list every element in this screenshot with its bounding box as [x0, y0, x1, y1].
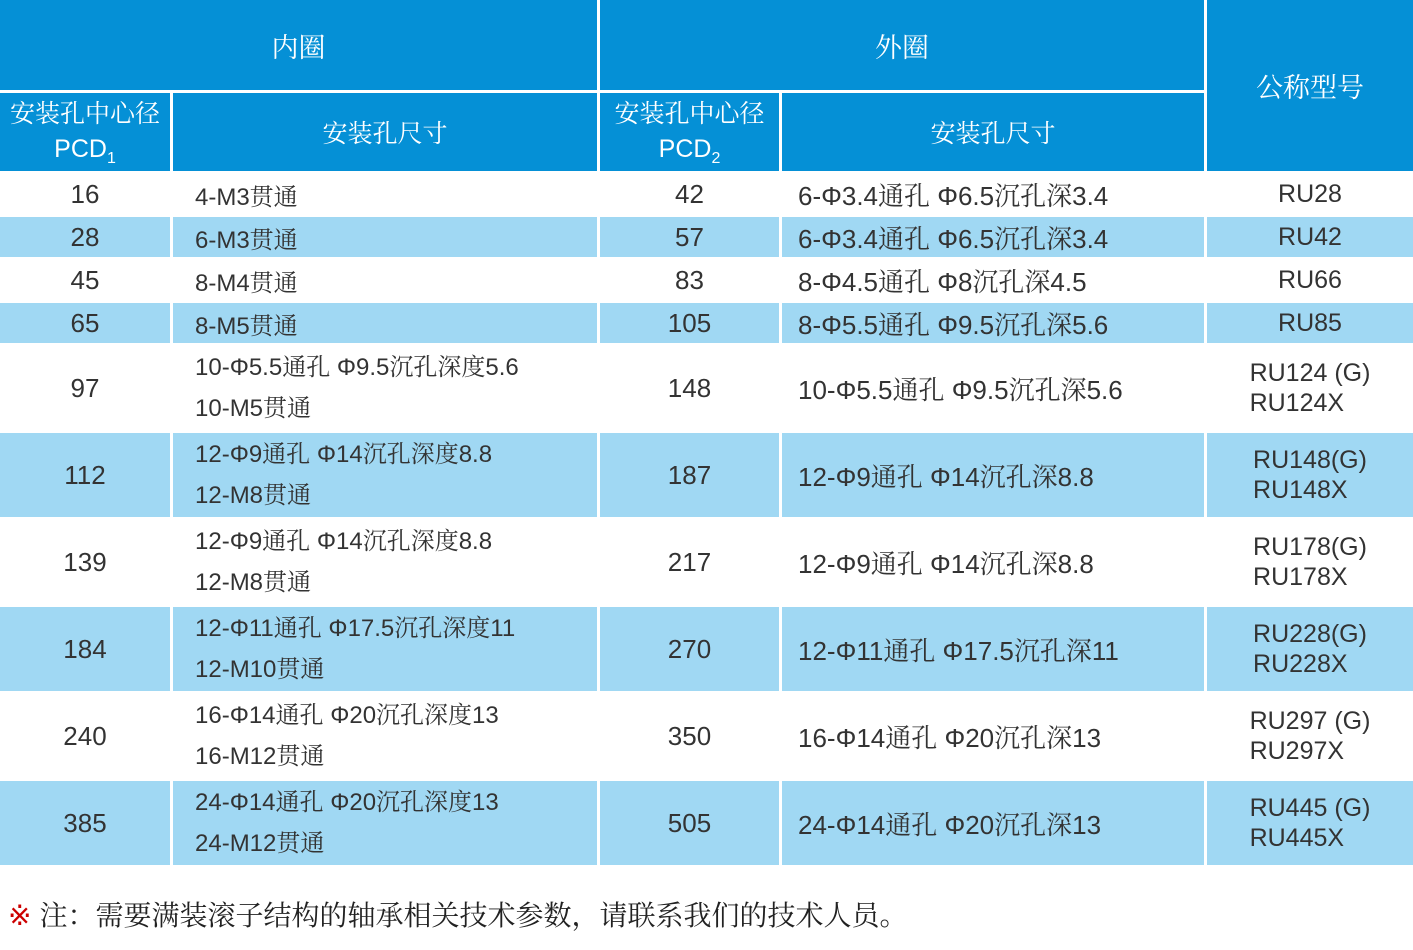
footnote	[8, 894, 1413, 934]
footnote-text: 注：需要满装滚子结构的轴承相关技术参数，请联系我们的技术人员。	[39, 900, 908, 931]
outer-hole-cell: 10-Φ5.5通孔 Φ9.5沉孔深5.6	[798, 374, 1123, 405]
pcd1-cell: 65	[0, 303, 170, 343]
outer-hole-cell: 16-Φ14通孔 Φ20沉孔深13	[798, 722, 1102, 753]
pcd1-cell: 240	[63, 720, 107, 751]
inner-hole-cell: 12-Φ9通孔 Φ14沉孔深度8.8 12-M8贯通	[195, 528, 493, 596]
pcd2-cell: 270	[600, 607, 779, 691]
table-row	[0, 346, 1413, 430]
table-row	[0, 520, 1413, 604]
footnote-asterisk-icon: ※	[8, 900, 32, 931]
model-cell: RU228(G) RU228X	[1207, 607, 1413, 691]
table-row	[0, 781, 1413, 865]
outer-hole-cell: 12-Φ11通孔 Φ17.5沉孔深11	[782, 607, 1204, 691]
header-model: 公称型号	[1207, 0, 1413, 171]
pcd1-cell: 28	[0, 217, 170, 257]
header-pcd2	[600, 93, 779, 171]
table-row	[0, 303, 1413, 343]
header-hole-size-outer: 安装孔尺寸	[782, 93, 1204, 171]
header-row-groups	[0, 0, 1413, 90]
model-cell: RU28	[1278, 179, 1342, 208]
inner-hole-cell: 10-Φ5.5通孔 Φ9.5沉孔深度5.6 10-M5贯通	[195, 354, 519, 422]
model-cell: RU42	[1207, 217, 1413, 257]
header-pcd1-label: 安装孔中心径	[9, 100, 160, 128]
pcd1-cell: 385	[0, 781, 170, 865]
model-cell: RU148(G) RU148X	[1207, 433, 1413, 517]
header-pcd1-abbr: PCD	[54, 135, 107, 163]
table-row	[0, 174, 1413, 214]
outer-hole-cell: 6-Φ3.4通孔 Φ6.5沉孔深3.4	[782, 217, 1204, 257]
model-cell: RU297 (G) RU297X	[1249, 707, 1371, 765]
header-pcd2-label: 安装孔中心径	[614, 100, 765, 128]
outer-hole-cell: 8-Φ5.5通孔 Φ9.5沉孔深5.6	[782, 303, 1204, 343]
pcd1-cell: 112	[0, 433, 170, 517]
outer-hole-cell: 6-Φ3.4通孔 Φ6.5沉孔深3.4	[798, 180, 1109, 211]
pcd2-cell: 350	[667, 720, 712, 751]
model-cell: RU445 (G) RU445X	[1207, 781, 1413, 865]
model-cell: RU85	[1207, 303, 1413, 343]
pcd1-cell: 45	[70, 264, 100, 295]
outer-hole-cell: 12-Φ9通孔 Φ14沉孔深8.8	[798, 548, 1094, 579]
header-inner-ring: 内圈	[0, 0, 597, 90]
pcd2-cell: 148	[667, 372, 712, 403]
inner-hole-cell: 8-M4贯通	[195, 269, 298, 297]
header-pcd1-subscript: 1	[106, 150, 116, 167]
inner-hole-cell: 6-M3贯通	[173, 217, 597, 257]
pcd1-cell: 16	[70, 178, 100, 209]
table-row	[0, 607, 1413, 691]
pcd2-cell: 83	[675, 264, 704, 295]
pcd1-cell: 139	[63, 546, 107, 577]
header-pcd2-abbr: PCD	[658, 135, 712, 163]
inner-hole-cell: 12-Φ11通孔 Φ17.5沉孔深度11 12-M10贯通	[173, 607, 597, 691]
header-outer-ring: 外圈	[600, 0, 1204, 90]
pcd2-cell: 42	[675, 178, 704, 209]
pcd2-cell: 217	[667, 546, 712, 577]
header-pcd1	[0, 93, 170, 171]
table-row	[0, 694, 1413, 778]
table-row	[0, 217, 1413, 257]
header-hole-size-inner: 安装孔尺寸	[173, 93, 597, 171]
outer-hole-cell: 24-Φ14通孔 Φ20沉孔深13	[782, 781, 1204, 865]
model-cell: RU178(G) RU178X	[1253, 533, 1367, 591]
inner-hole-cell: 16-Φ14通孔 Φ20沉孔深度13 16-M12贯通	[195, 702, 499, 770]
pcd1-cell: 97	[70, 372, 100, 403]
inner-hole-cell: 12-Φ9通孔 Φ14沉孔深度8.8 12-M8贯通	[173, 433, 597, 517]
table-row	[0, 433, 1413, 517]
inner-hole-cell: 24-Φ14通孔 Φ20沉孔深度13 24-M12贯通	[173, 781, 597, 865]
model-cell: RU66	[1278, 265, 1342, 294]
pcd2-cell: 505	[600, 781, 779, 865]
table-row	[0, 260, 1413, 300]
model-cell: RU124 (G) RU124X	[1249, 359, 1371, 417]
header-row-columns	[0, 93, 1413, 171]
pcd1-cell: 184	[0, 607, 170, 691]
pcd2-cell: 105	[600, 303, 779, 343]
pcd2-cell: 187	[600, 433, 779, 517]
outer-hole-cell: 8-Φ4.5通孔 Φ8沉孔深4.5	[798, 266, 1087, 297]
inner-hole-cell: 8-M5贯通	[173, 303, 597, 343]
header-pcd2-subscript: 2	[711, 150, 721, 167]
outer-hole-cell: 12-Φ9通孔 Φ14沉孔深8.8	[782, 433, 1204, 517]
inner-hole-cell: 4-M3贯通	[195, 183, 298, 211]
pcd2-cell: 57	[600, 217, 779, 257]
